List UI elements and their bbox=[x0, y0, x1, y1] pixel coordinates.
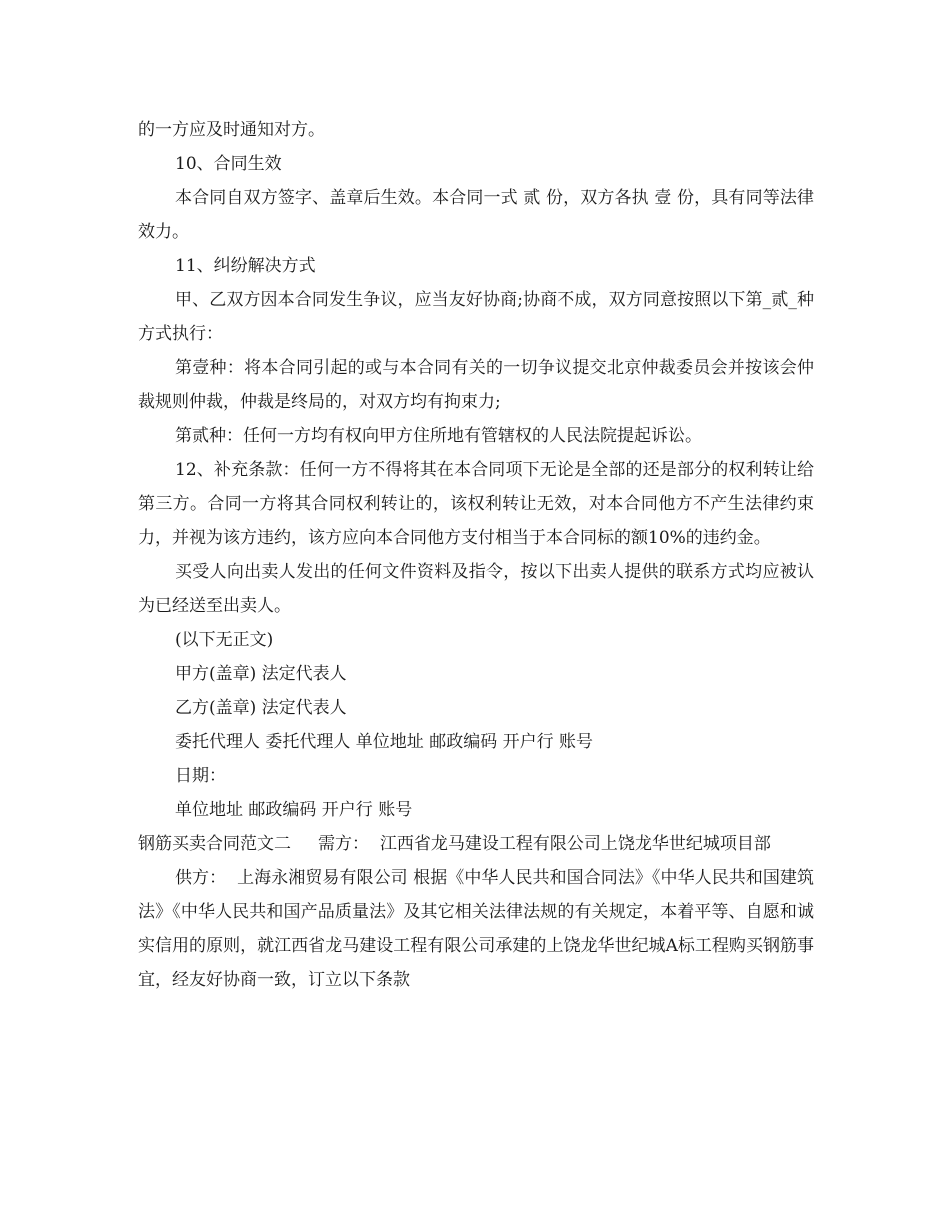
paragraph-dispute: 甲、乙双方因本合同发生争议，应当友好协商;协商不成，双方同意按照以下第_贰_种方式执行： bbox=[138, 290, 814, 344]
signature-address-line: 单位地址 邮政编码 开户行 账号 bbox=[175, 800, 413, 820]
paragraph-supplementary-terms: 12、补充条款：任何一方不得将其在本合同项下无论是全部的还是部分的权利转让给第三方。合同一方将其合同权利转让的，该权利转让无效，对本合同他方不产生法律约束力，并视为该方违约，该方应向本合同他方支付相当于本合同标的额10%的违约金。 bbox=[138, 460, 814, 548]
section-heading-11: 11、纠纷解决方式 bbox=[175, 256, 316, 276]
signature-party-b: 乙方(盖章) 法定代表人 bbox=[175, 698, 347, 718]
paragraph-option-two: 第贰种：任何一方均有权向甲方住所地有管辖权的人民法院提起诉讼。 bbox=[175, 426, 702, 446]
signature-party-a: 甲方(盖章) 法定代表人 bbox=[175, 664, 347, 684]
paragraph-no-text-below: (以下无正文) bbox=[175, 630, 274, 650]
signature-date: 日期： bbox=[175, 766, 226, 786]
document-page bbox=[138, 113, 814, 997]
paragraph-contract-effect: 本合同自双方签字、盖章后生效。本合同一式 贰 份，双方各执 壹 份，具有同等法律效力。 bbox=[138, 188, 814, 242]
paragraph-supplier-intro: 供方： 上海永湘贸易有限公司 根据《中华人民共和国合同法》《中华人民共和国建筑法》《中华人民共和国产品质量法》及其它相关法律法规的有关规定，本着平等、自愿和诚实信用的原则，就江西省龙马建设工程有限公司承建的上饶龙华世纪城A标工程购买钢筋事宜，经友好协商一致，订立以下条款 bbox=[138, 868, 814, 990]
paragraph-option-one: 第壹种：将本合同引起的或与本合同有关的一切争议提交北京仲裁委员会并按该会仲裁规则仲裁，仲裁是终局的，对双方均有拘束力; bbox=[138, 358, 814, 412]
paragraph-continuation: 的一方应及时通知对方。 bbox=[138, 120, 325, 140]
signature-agents-line: 委托代理人 委托代理人 单位地址 邮政编码 开户行 账号 bbox=[175, 732, 594, 752]
paragraph-notices: 买受人向出卖人发出的任何文件资料及指令，按以下出卖人提供的联系方式均应被认为已经送至出卖人。 bbox=[138, 562, 814, 616]
sample-two-title: 钢筋买卖合同范文二 需方： 江西省龙马建设工程有限公司上饶龙华世纪城项目部 bbox=[138, 834, 771, 854]
section-heading-10: 10、合同生效 bbox=[175, 154, 282, 174]
